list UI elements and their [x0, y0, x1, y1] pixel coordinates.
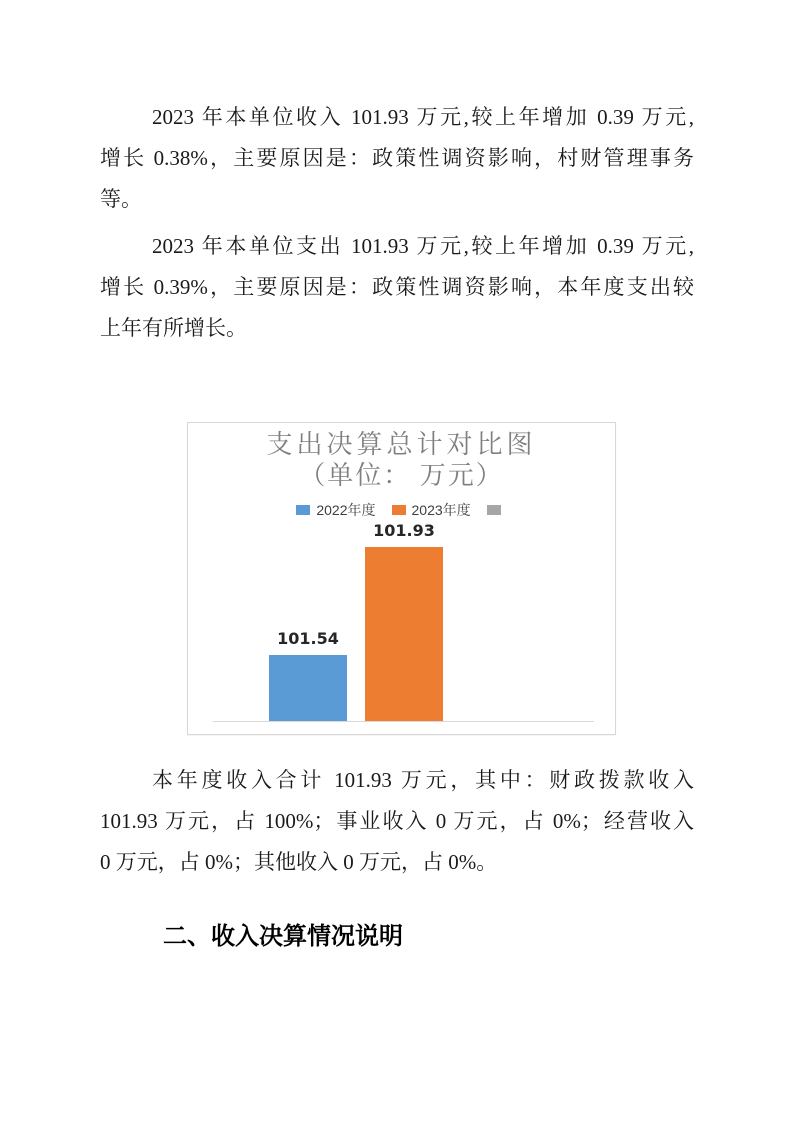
legend-label-2023: 2023年度	[411, 502, 471, 518]
legend-swatch-2023	[392, 505, 406, 515]
legend-swatch-empty-series	[487, 505, 501, 515]
legend-item-2023	[392, 500, 471, 520]
paragraph-income-composition	[100, 760, 694, 883]
chart-subtitle-text: （单位： 万元）	[299, 461, 504, 490]
paragraph-line: 0 万元，占 0%；其他收入 0 万元，占 0%。	[100, 850, 498, 874]
paragraph-line: 增长 0.38%，主要原因是：政策性调资影响，村财管理事务	[100, 146, 694, 170]
legend-item-empty-series	[487, 505, 507, 515]
legend-label-2022: 2022年度	[316, 502, 376, 518]
paragraph-line: 2023 年本单位支出 101.93 万元,较上年增加 0.39 万元,	[152, 234, 694, 258]
bar-2023	[365, 547, 443, 721]
paragraph-line: 上年有所增长。	[100, 316, 247, 340]
paragraph-income-summary	[100, 97, 694, 220]
chart-title-text: 支出决算总计对比图	[266, 430, 537, 459]
section-heading-income: 二、收入决算情况说明	[163, 923, 403, 950]
chart-legend	[188, 500, 615, 520]
bar-2022	[269, 655, 347, 721]
paragraph-line: 本年度收入合计 101.93 万元，其中：财政拨款收入	[152, 768, 694, 792]
data-label-2023: 101.93	[373, 521, 435, 540]
expenditure-comparison-chart	[187, 422, 616, 735]
paragraph-expenditure-summary	[100, 226, 694, 349]
paragraph-line: 增长 0.39%，主要原因是：政策性调资影响，本年度支出较	[100, 275, 694, 299]
data-label-2022: 101.54	[277, 629, 339, 648]
chart-plot-area	[213, 521, 594, 722]
legend-swatch-2022	[296, 505, 310, 515]
chart-title	[188, 429, 615, 491]
legend-item-2022	[296, 500, 375, 520]
paragraph-line: 2023 年本单位收入 101.93 万元,较上年增加 0.39 万元,	[152, 105, 694, 129]
paragraph-line: 101.93 万元，占 100%；事业收入 0 万元，占 0%；经营收入	[100, 809, 694, 833]
paragraph-line: 等。	[100, 187, 142, 211]
